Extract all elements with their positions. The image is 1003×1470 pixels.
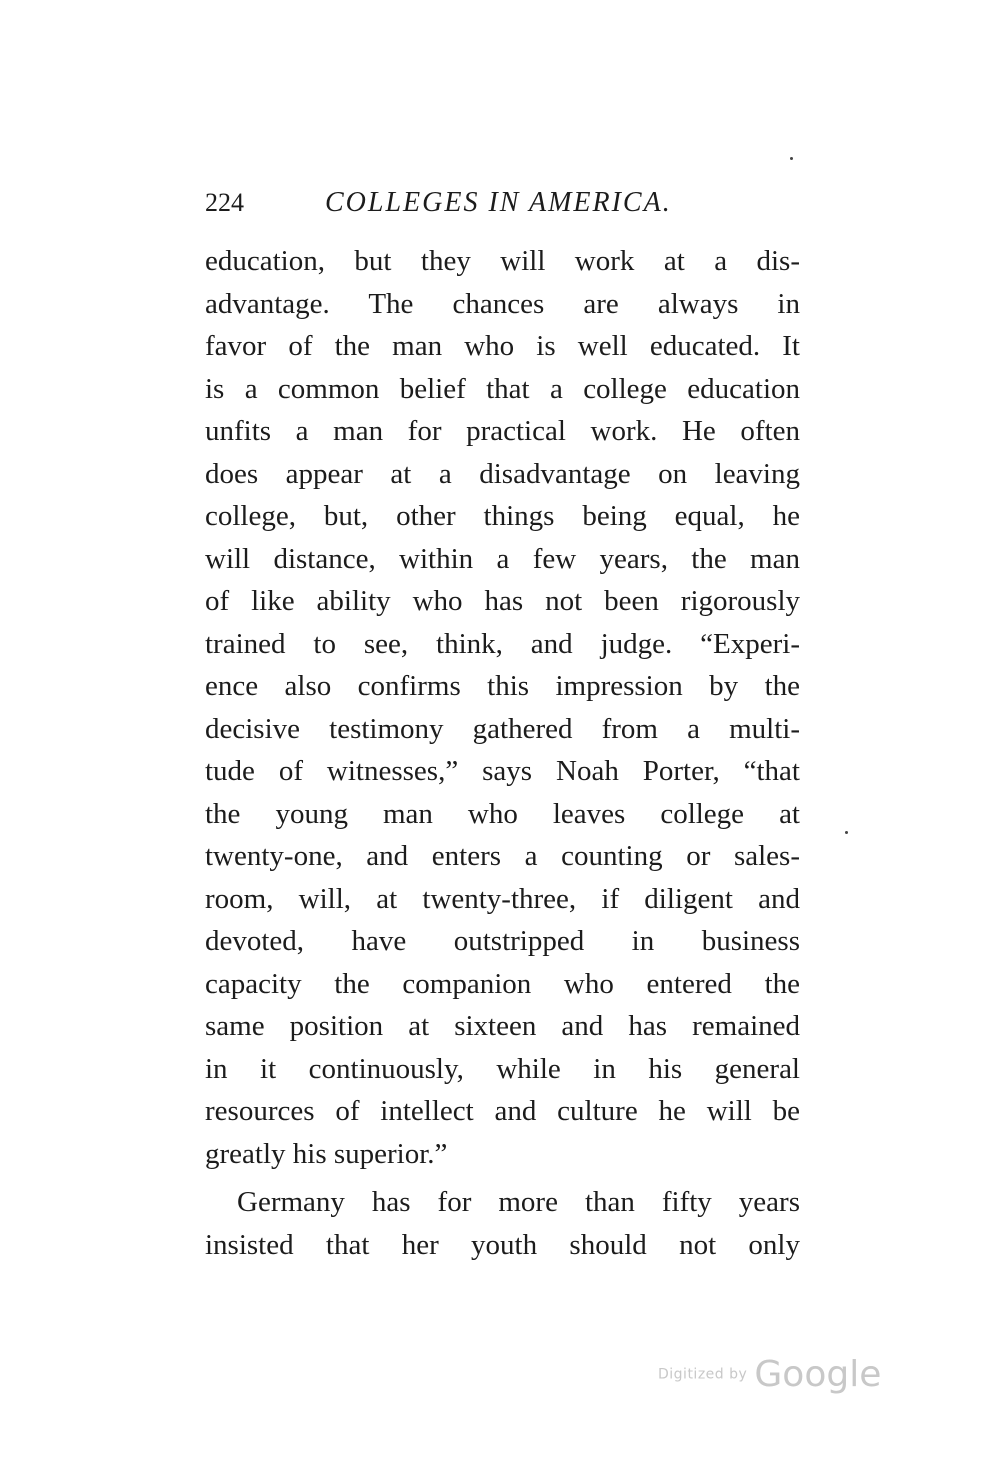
google-logo: Google <box>754 1354 882 1395</box>
paragraph-1 <box>205 240 800 1175</box>
digitized-watermark <box>658 1354 881 1395</box>
paragraph-2 <box>205 1181 800 1266</box>
watermark-prefix: Digitized by <box>658 1366 748 1383</box>
text-line: ence also confirms this impression by the <box>205 670 800 702</box>
text-line: capacity the companion who entered the <box>205 967 800 1000</box>
text-line: favor of the man who is well educated. It <box>205 330 800 362</box>
text-line: does appear at a disadvantage on leaving <box>205 457 800 490</box>
text-line: devoted, have outstripped in business <box>205 925 800 957</box>
text-line: in it continuously, while in his general <box>205 1052 800 1085</box>
scan-speck <box>790 157 793 160</box>
scan-speck <box>845 831 848 834</box>
text-line: will distance, within a few years, the man <box>205 542 800 575</box>
page-number: 224 <box>205 188 244 217</box>
text-line: trained to see, think, and judge. “Experi- <box>205 627 800 660</box>
text-line: of like ability who has not been rigorously <box>205 585 800 617</box>
text-line: education, but they will work at a dis- <box>205 245 800 277</box>
text-line: the young man who leaves college at <box>205 797 800 830</box>
text-line: unfits a man for practical work. He often <box>205 415 800 447</box>
text-line: advantage. The chances are always in <box>205 287 800 320</box>
text-line: college, but, other things being equal, he <box>205 500 800 532</box>
text-line: is a common belief that a college education <box>205 372 800 405</box>
text-line: resources of intellect and culture he will be <box>205 1095 800 1127</box>
text-line: greatly his superior.” <box>205 1137 448 1170</box>
text-line: twenty-one, and enters a counting or sales- <box>205 840 800 872</box>
text-line: Germany has for more than fifty years <box>237 1186 800 1218</box>
page-header <box>205 183 800 223</box>
text-line: same position at sixteen and has remained <box>205 1010 800 1042</box>
text-line: decisive testimony gathered from a multi- <box>205 712 800 745</box>
body-text <box>205 240 800 1266</box>
running-title: COLLEGES IN AMERICA. <box>325 187 672 218</box>
text-line: tude of witnesses,” says Noah Porter, “that <box>205 755 800 787</box>
text-line: insisted that her youth should not only <box>205 1228 800 1261</box>
text-line: room, will, at twenty-three, if diligent and <box>205 882 800 915</box>
